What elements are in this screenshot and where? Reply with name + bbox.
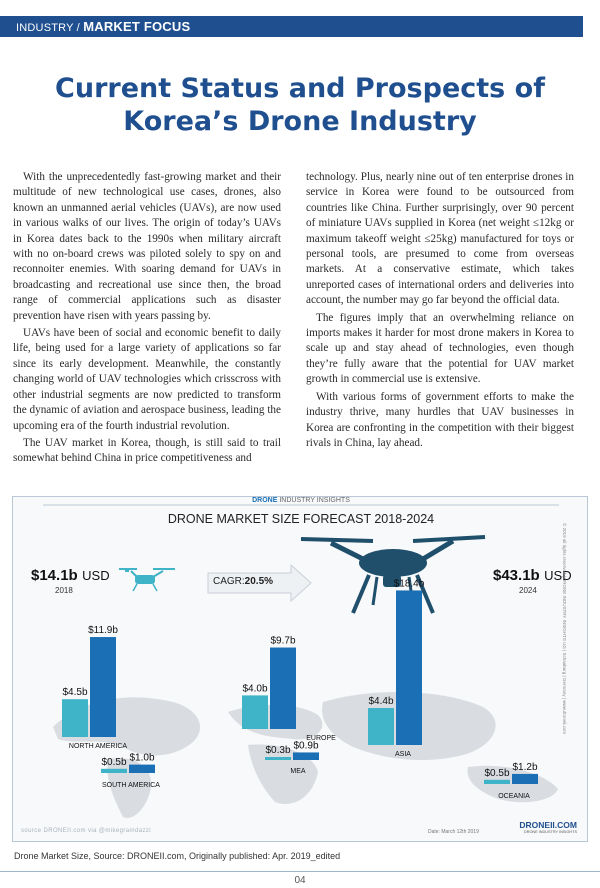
total-2018-value: $14.1b — [31, 567, 78, 584]
bar-value-label: $0.5b — [484, 767, 510, 779]
bar-south-america-2024 — [129, 765, 155, 773]
drone-large-icon — [301, 537, 485, 613]
region-label: SOUTH AMERICA — [102, 782, 160, 789]
total-2024-year: 2024 — [519, 586, 537, 595]
logo-sub: DRONE INDUSTRY INSIGHTS — [523, 830, 577, 834]
drone-small-icon — [119, 569, 175, 591]
total-2024-unit: USD — [544, 568, 572, 583]
total-2018-unit: USD — [82, 568, 110, 583]
market-size-infographic — [12, 496, 588, 842]
section-focus: MARKET FOCUS — [83, 19, 191, 34]
bar-oceania-2024 — [512, 774, 538, 784]
bar-value-label: $0.3b — [265, 745, 291, 756]
chart-title: DRONE MARKET SIZE FORECAST 2018-2024 — [167, 512, 435, 526]
total-2018 — [31, 567, 110, 585]
cagr-text — [213, 576, 273, 587]
bar-value-label: $1.2b — [512, 761, 538, 773]
logo-main: DRONEII.COM — [519, 820, 577, 830]
page-number: 04 — [294, 875, 306, 886]
article-title — [20, 72, 580, 138]
region-label: NORTH AMERICA — [68, 743, 128, 750]
paragraph: UAVs have been of social and economic benefit to daily life, being used for a large variety of applications so far since its early development. Meanwhile, the constantly changing world of UAV technologies which crisscross with other industrial segments are now predicted to transform the dynamic of aviation and aerospace business, leading the upcoming era of the fourth industrial revolution. — [13, 327, 281, 432]
date-text: Date: March 12th 2019 — [428, 829, 479, 835]
bar-value-label: $9.7b — [270, 635, 296, 647]
bar-north-america-2024 — [90, 637, 116, 737]
droneii-logo — [511, 820, 577, 834]
paragraph: The figures imply that an overwhelming reliance on imports makes it harder for most drone makers in Korea to scale up and stay ahead of technologies, even though they’re fully aware that the potential for UAV market growth in commercial use is extensive. — [306, 311, 574, 386]
footer-rule — [0, 871, 600, 872]
source-text: source DRONEII.com via @mikegraindazzi — [21, 828, 151, 834]
region-label: MEA — [290, 768, 306, 775]
bar-value-label: $1.0b — [129, 752, 155, 764]
title-line-1: Current Status and Prospects of — [55, 73, 545, 104]
brand-top-bold: DRONE — [252, 497, 278, 504]
bar-north-america-2018 — [62, 699, 88, 737]
brand-top — [13, 497, 589, 504]
cagr-label: CAGR: — [213, 576, 245, 587]
region-label: OCEANIA — [498, 793, 530, 800]
bar-asia-2018 — [368, 708, 394, 745]
paragraph: The UAV market in Korea, though, is still said to trail somewhat behind China in price competitiveness and — [13, 436, 281, 465]
brand-top-rest: INDUSTRY INSIGHTS — [277, 497, 350, 504]
bar-europe-2018 — [242, 695, 268, 729]
bar-value-label: $4.0b — [242, 683, 268, 695]
paragraph: technology. Plus, nearly nine out of ten enterprise drones in service in Korea were found to be outsourced from countries like China. Further surprisingly, over 90 percent of miniature UAVs supplied in Korea (net weight ≤12kg or maximum takeoff weight ≤25kg) manufactured for toys or personal tools, are presumed to come from overseas markets. At a conservative estimate, which takes unreported cases of international orders and deliveries into account, the number may go far beyond the official data. — [306, 171, 574, 307]
bar-value-label: $4.4b — [368, 696, 394, 708]
bar-europe-2024 — [270, 648, 296, 729]
total-2024-value: $43.1b — [493, 567, 540, 584]
bar-value-label: $0.5b — [101, 756, 127, 768]
paragraph: With the unprecedentedly fast-growing market and their multitude of new technological use cases, drones, also known an unmanned aerial vehicles (UAVs), are now used in various walks of our lives. The origin of today’s UAVs in Korea dates back to the 1990s when military aircraft with no on-board crews was piloted solely to spy on and reconnoiter enemies. With soaring demand for UAVs in broadcasting and recreational use since then, the broad range of commercial applications such as disaster prevention have risen with years passing by. — [13, 171, 281, 322]
cagr-value: 20.5% — [244, 576, 274, 587]
figure-caption: Drone Market Size, Source: DRONEII.com, Originally published: Apr. 2019_edited — [14, 851, 341, 861]
bar-asia-2024 — [396, 590, 422, 745]
section-label: INDUSTRY / — [16, 22, 80, 34]
title-line-2: Korea’s Drone Industry — [123, 106, 477, 137]
bar-value-label: $4.5b — [62, 687, 88, 699]
right-column — [306, 170, 574, 453]
left-column — [13, 170, 281, 469]
bar-oceania-2018 — [484, 780, 510, 784]
region-label: ASIA — [395, 751, 411, 758]
bar-mea-2024 — [293, 752, 319, 760]
bar-mea-2018 — [265, 757, 291, 760]
region-label: EUROPE — [306, 735, 336, 742]
bar-south-america-2018 — [101, 769, 127, 773]
total-2018-year: 2018 — [55, 586, 73, 595]
side-credit: © 2019 all rights reserved | DRONE INDUSTRY INSIGHTS UG | Schauburg | Germany | www.droneii.com — [562, 523, 567, 735]
bar-value-label: $18.4b — [393, 578, 425, 590]
paragraph: With various forms of government efforts to make the industry thrive, many hurdles that UAV businesses in Korea are confronting in the competition with their biggest rivals in China, lay ahead. — [306, 390, 574, 449]
total-2024 — [493, 567, 572, 585]
section-header — [0, 16, 583, 37]
chart-canvas — [13, 497, 589, 843]
bar-value-label: $0.9b — [293, 740, 319, 752]
bar-value-label: $11.9b — [88, 625, 118, 637]
